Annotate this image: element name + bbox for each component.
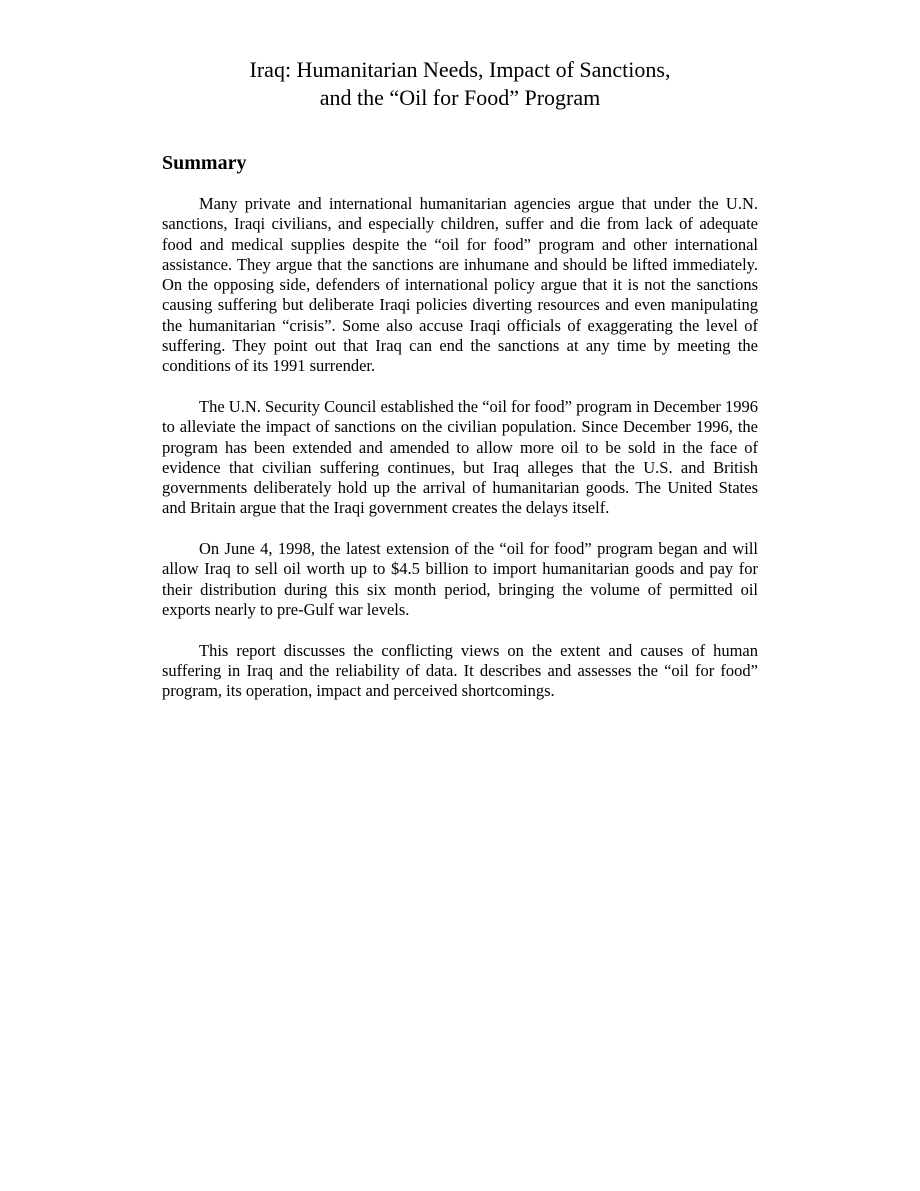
title-line-1: Iraq: Humanitarian Needs, Impact of Sanctions, [249, 57, 671, 82]
document-page [162, 56, 759, 701]
paragraph-1: Many private and international humanitarian agencies argue that under the U.N. sanctions, Iraqi civilians, and especially children, suffer and die from lack of adequate food and medical supplies despite the “oil for food” program and other international assistance. They argue that the sanctions are inhumane and should be lifted immediately. On the opposing side, defenders of international policy argue that it is not the sanctions causing suffering but deliberate Iraqi policies diverting resources and even manipulating the humanitarian “crisis”. Some also accuse Iraqi officials of exaggerating the level of suffering. They point out that Iraq can end the sanctions at any time by meeting the conditions of its 1991 surrender. [162, 194, 758, 376]
document-title [162, 56, 758, 112]
summary-body [162, 194, 758, 722]
summary-heading: Summary [162, 152, 247, 174]
title-line-2: and the “Oil for Food” Program [319, 85, 601, 110]
paragraph-3: On June 4, 1998, the latest extension of the “oil for food” program began and will allow Iraq to sell oil worth up to $4.5 billion to import humanitarian goods and pay for their distribution during this six month period, bringing the volume of permitted oil exports nearly to pre-Gulf war levels. [162, 539, 758, 619]
paragraph-2: The U.N. Security Council established the “oil for food” program in December 1996 to alleviate the impact of sanctions on the civilian population. Since December 1996, the program has been extended and amended to allow more oil to be sold in the face of evidence that civilian suffering continues, but Iraq alleges that the U.S. and British governments deliberately hold up the arrival of humanitarian goods. The United States and Britain argue that the Iraqi government creates the delays itself. [162, 396, 759, 518]
paragraph-4: This report discusses the conflicting views on the extent and causes of human suffering in Iraq and the reliability of data. It describes and assesses the “oil for food” program, its operation, impact and perceived shortcomings. [162, 640, 758, 701]
